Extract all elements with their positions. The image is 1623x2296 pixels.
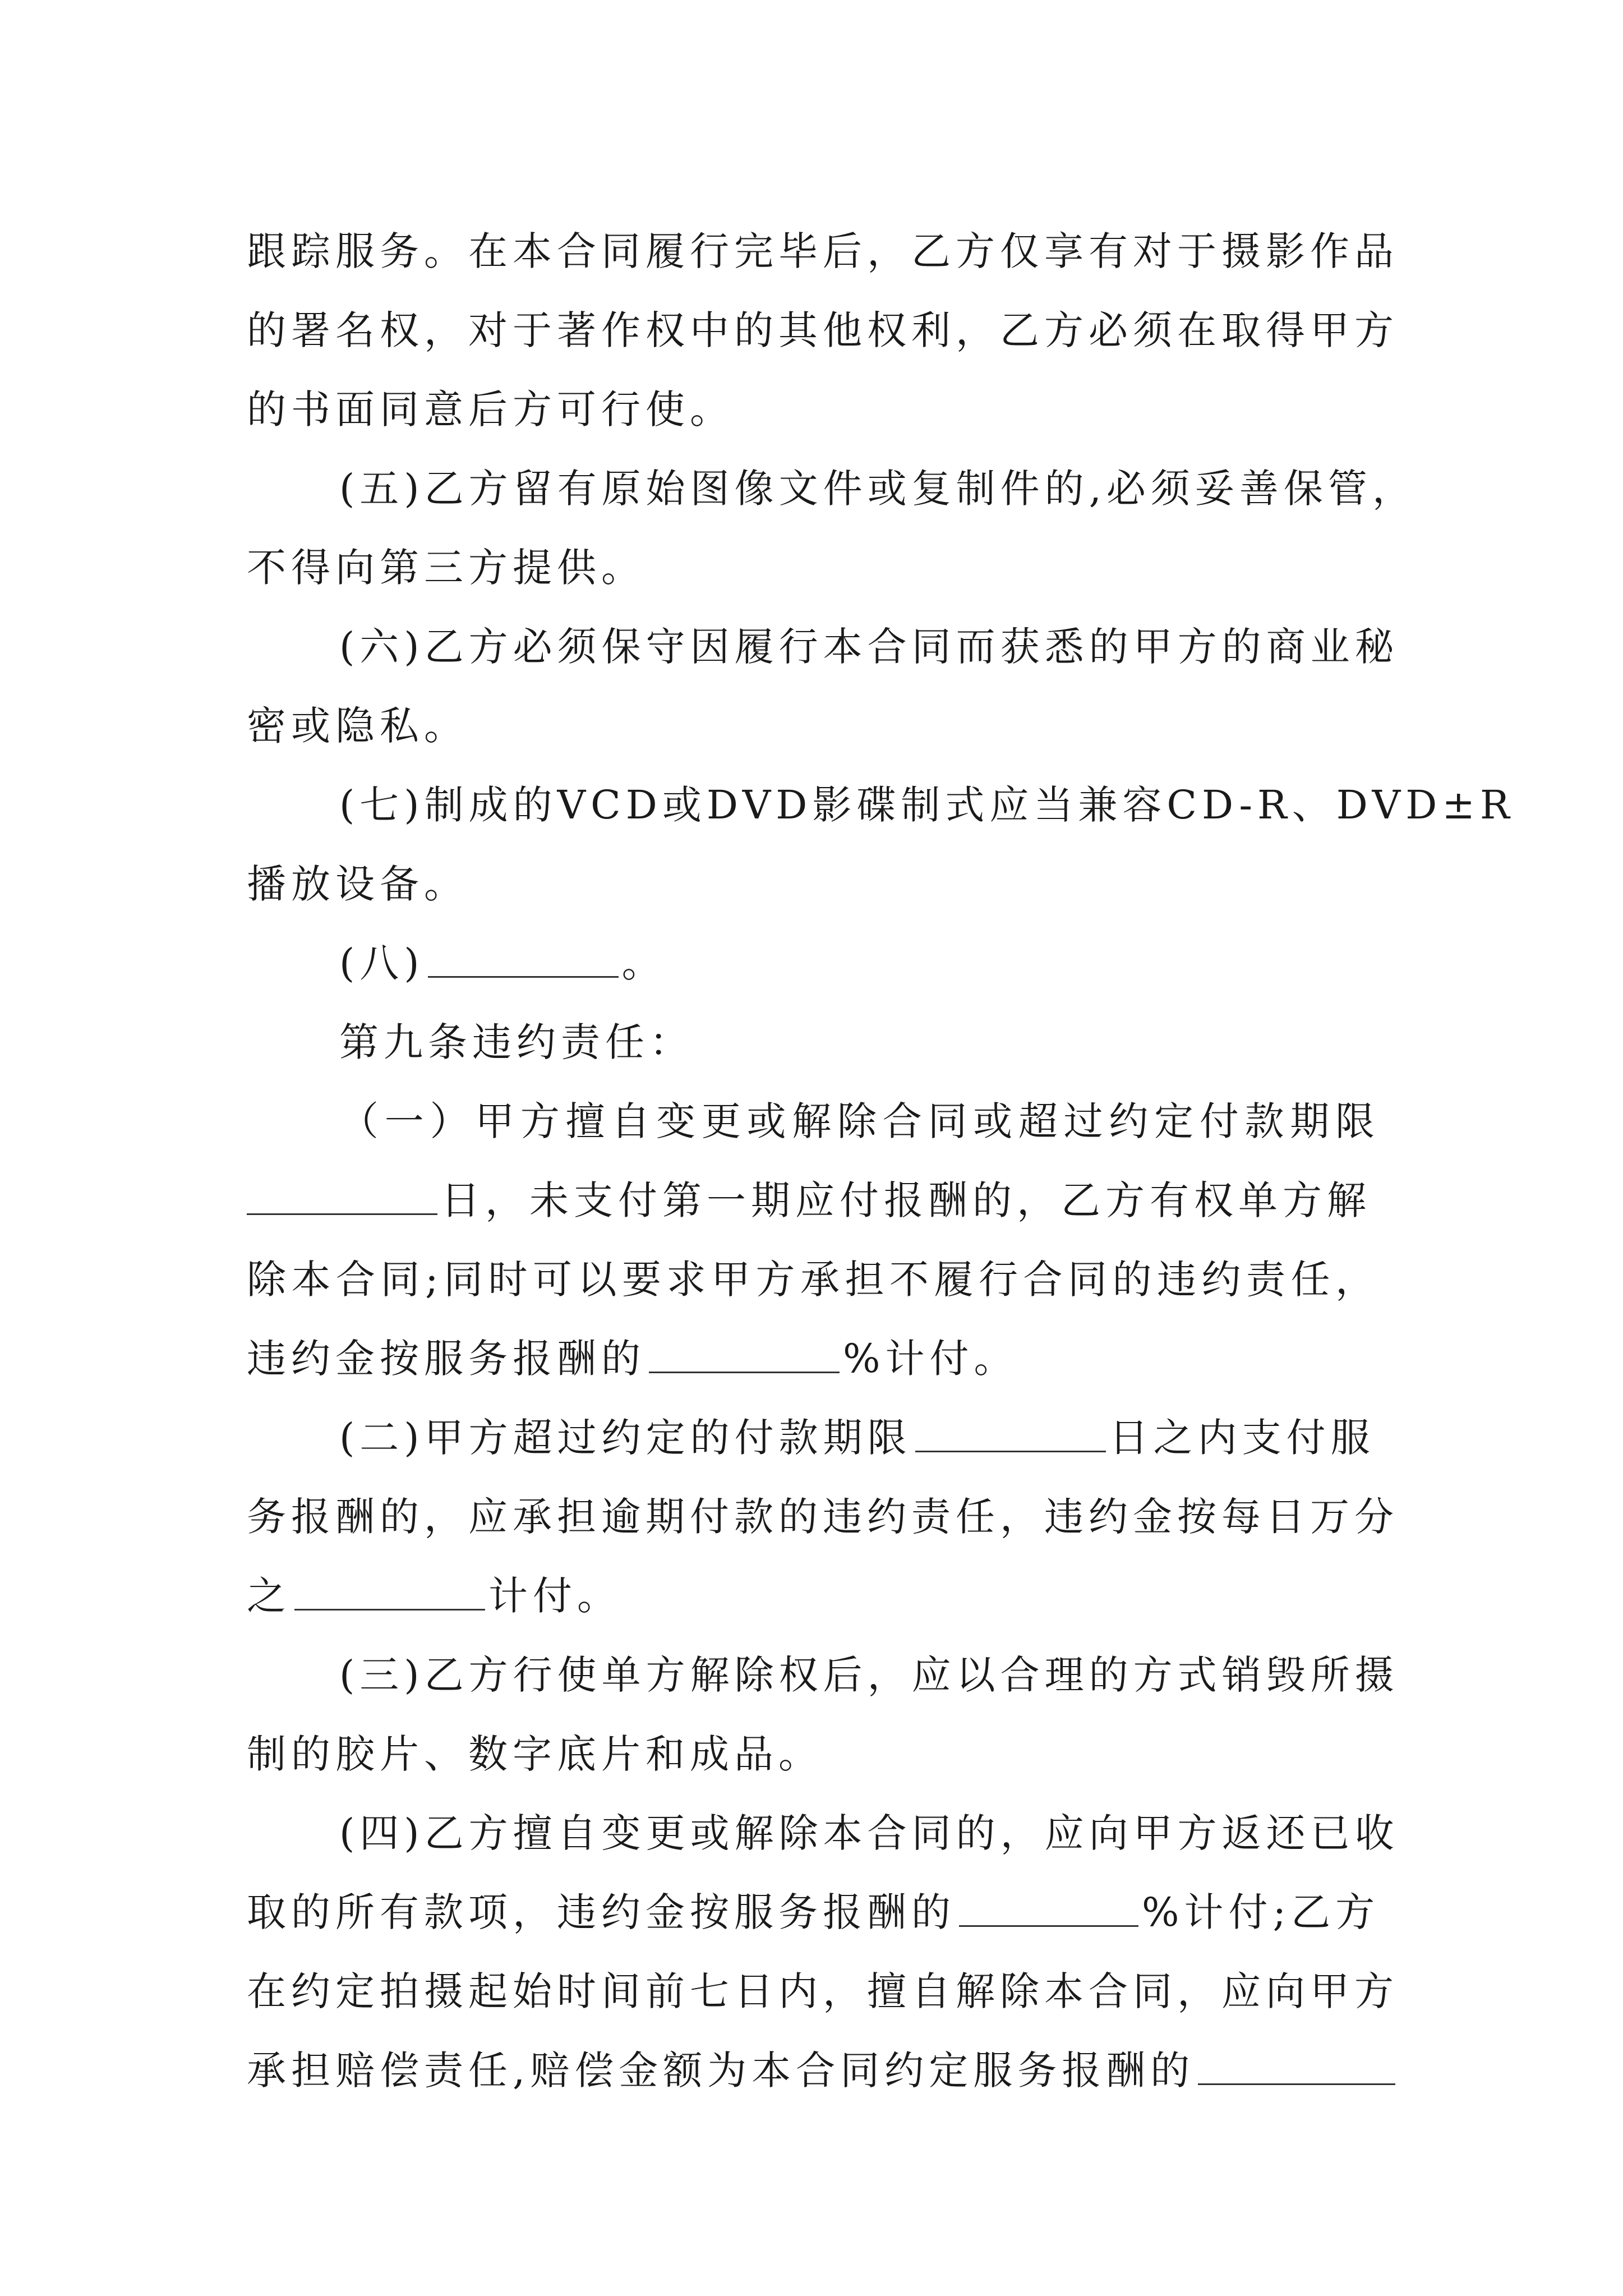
clause-9-2: (二)甲方超过约定的付款期限 日之内支付服: [339, 1415, 1375, 1461]
clause-9-3: (三)乙方行使单方解除权后，应以合理的方式销毁所摄: [339, 1652, 1399, 1698]
blank-field[interactable]: [428, 942, 619, 978]
blank-field[interactable]: [1198, 2050, 1395, 2085]
clause-6: (六)乙方必须保守因履行本合同而获悉的甲方的商业秘: [339, 624, 1399, 670]
clause-8: (八) 。: [339, 940, 666, 986]
blank-field[interactable]: [649, 1338, 840, 1373]
text-line: 取的所有款项，违约金按服务报酬的 %计付;乙方: [247, 1889, 1380, 1935]
blank-field[interactable]: [294, 1575, 485, 1611]
blank-field[interactable]: [247, 1180, 437, 1215]
clause-5: (五)乙方留有原始图像文件或复制件的,必须妥善保管，: [339, 466, 1417, 512]
text-line: 务报酬的，应承担逾期付款的违约责任，违约金按每日万分: [247, 1494, 1399, 1540]
article-9-heading: 第九条违约责任：: [339, 1019, 694, 1065]
text-line: 承担赔偿责任,赔偿金额为本合同约定服务报酬的: [247, 2031, 1380, 2110]
text-line: 在约定拍摄起始时间前七日内，擅自解除本合同，应向甲方: [247, 1968, 1399, 2014]
text-line: 不得向第三方提供。: [247, 545, 645, 591]
blank-field[interactable]: [915, 1417, 1106, 1452]
text-line: 制的胶片、数字底片和成品。: [247, 1731, 823, 1777]
text-line: 跟踪服务。在本合同履行完毕后，乙方仅享有对于摄影作品: [247, 228, 1399, 274]
clause-7: (七)制成的VCD或DVD影碟制式应当兼容CD-R、DVD±R: [339, 782, 1515, 828]
clause-9-1: （一）甲方擅自变更或解除合同或超过约定付款期限: [339, 1098, 1380, 1144]
text-line: 密或隐私。: [247, 703, 468, 749]
text-line: 违约金按服务报酬的 %计付。: [247, 1336, 1018, 1382]
text-line: 日，未支付第一期应付报酬的，乙方有权单方解: [247, 1161, 1380, 1240]
text-line: 的署名权，对于著作权中的其他权利，乙方必须在取得甲方: [247, 307, 1399, 353]
blank-field[interactable]: [959, 1892, 1138, 1927]
text-line: 除本合同;同时可以要求甲方承担不履行合同的违约责任，: [247, 1257, 1380, 1303]
text-line: 的书面同意后方可行使。: [247, 386, 734, 432]
text-line: 之 计付。: [247, 1573, 621, 1619]
clause-9-4: (四)乙方擅自变更或解除本合同的，应向甲方返还已收: [339, 1810, 1399, 1856]
text-line: 播放设备。: [247, 861, 468, 907]
document-page: [247, 212, 1515, 2110]
